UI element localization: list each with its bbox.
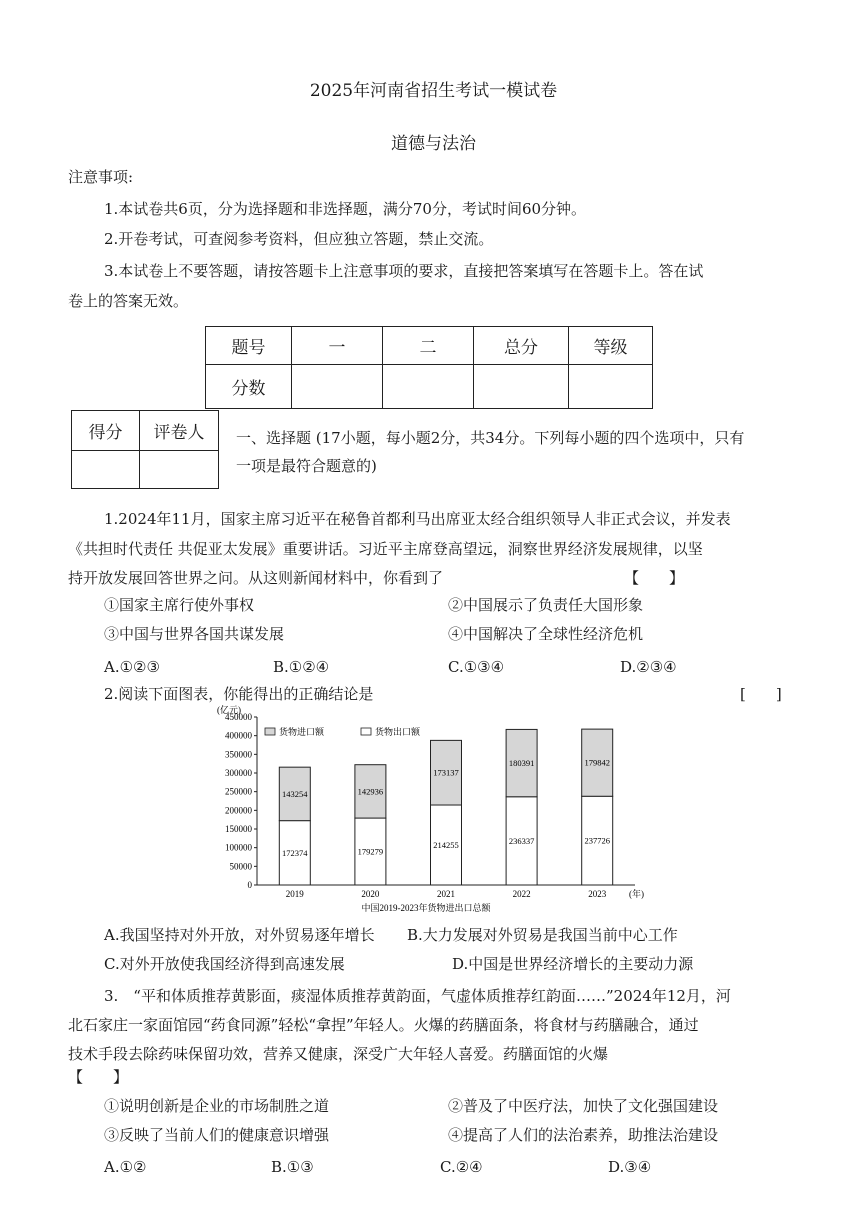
- score-table-header: 一: [292, 327, 383, 365]
- bar-label-export-2019: 172374: [282, 847, 308, 858]
- y-tick-label: 450000: [225, 712, 252, 722]
- q3-choice: C.②④: [440, 1158, 483, 1176]
- q3-choice: D.③④: [608, 1158, 652, 1176]
- legend-label-export: 货物出口额: [375, 727, 421, 737]
- bar-label-import-2023: 179842: [584, 757, 610, 768]
- q1-stem: 《共担时代责任 共促亚太发展》重要讲话。习近平主席登高望远，洞察世界经济发展规律，以坚: [68, 540, 703, 558]
- x-axis-label: (年): [629, 889, 644, 899]
- y-tick-label: 100000: [225, 842, 252, 853]
- section-heading-cont: 一项是最符合题意的): [236, 457, 377, 475]
- bar-label-import-2021: 173137: [433, 767, 459, 778]
- q1-option: ④中国解决了全球性经济危机: [448, 625, 644, 643]
- q3-option: ③反映了当前人们的健康意识增强: [104, 1126, 330, 1144]
- q2-option: C.对外开放使我国经济得到高速发展: [104, 955, 345, 973]
- y-axis-label: (亿元): [217, 705, 241, 715]
- x-tick-label: 2023: [588, 889, 607, 899]
- q3-option: ①说明创新是企业的市场制胜之道: [104, 1097, 330, 1115]
- legend-swatch-export: [361, 728, 371, 735]
- subject-title: 道德与法治: [391, 134, 476, 154]
- q2-option: A.我国坚持对外开放，对外贸易逐年增长: [104, 926, 375, 944]
- grader-score-label: 得分: [72, 411, 140, 451]
- q3-stem: 北石家庄一家面馆园“药食同源”轻松“拿捏”年轻人。火爆的药膳面条，将食材与药膳融合，通过: [68, 1016, 699, 1034]
- bar-label-import-2019: 143254: [282, 788, 308, 799]
- q2-answer-bracket: [ ]: [740, 685, 782, 703]
- q3-stem: 技术手段去除药味保留功效，营养又健康，深受广大年轻人喜爱。药膳面馆的火爆: [68, 1045, 609, 1063]
- score-cell: [474, 365, 569, 409]
- notice-heading: 注意事项:: [68, 168, 134, 186]
- bar-label-export-2022: 236337: [508, 835, 535, 846]
- q1-option: ①国家主席行使外事权: [104, 596, 255, 614]
- q3-option: ④提高了人们的法治素养，助推法治建设: [448, 1126, 719, 1144]
- score-cell: [569, 365, 653, 409]
- q1-choice: C.①③④: [448, 658, 505, 676]
- q3-option: ②普及了中医疗法，加快了文化强国建设: [448, 1097, 719, 1115]
- notice-item: 2.开卷考试，可查阅参考资料，但应独立答题，禁止交流。: [104, 230, 494, 248]
- y-tick-label: 400000: [225, 730, 252, 741]
- bar-label-import-2020: 142936: [357, 786, 384, 797]
- q1-stem: 1.2024年11月，国家主席习近平在秘鲁首都利马出席亚太经合组织领导人非正式会议，并发表: [104, 510, 731, 528]
- score-table-header: 题号: [206, 327, 292, 365]
- bar-label-export-2023: 237726: [584, 835, 610, 846]
- q1-choice: B.①②④: [273, 658, 330, 676]
- notice-item: 1.本试卷共6页，分为选择题和非选择题，满分70分，考试时间60分钟。: [104, 200, 587, 218]
- legend-swatch-import: [265, 728, 275, 735]
- x-tick-label: 2020: [361, 889, 380, 899]
- trade-chart: [215, 703, 655, 918]
- q1-option: ②中国展示了负责任大国形象: [448, 596, 644, 614]
- y-tick-label: 200000: [225, 805, 252, 816]
- q3-choice: B.①③: [271, 1158, 314, 1176]
- notice-item: 3.本试卷上不要答题，请按答题卡上注意事项的要求，直接把答案填写在答题卡上。答在试: [104, 262, 704, 280]
- q1-choice: D.②③④: [620, 658, 677, 676]
- y-tick-label: 300000: [225, 768, 252, 778]
- x-tick-label: 2019: [285, 889, 304, 899]
- q2-stem: 2.阅读下面图表，你能得出的正确结论是: [104, 685, 374, 703]
- q1-stem: 持开放发展回答世界之问。从这则新闻材料中，你看到了: [68, 569, 444, 587]
- y-tick-label: 0: [247, 880, 252, 890]
- score-cell: [292, 365, 383, 409]
- x-tick-label: 2022: [512, 889, 531, 899]
- score-table: [205, 326, 653, 409]
- score-table-header: 二: [383, 327, 474, 365]
- score-table-header: 等级: [569, 327, 653, 365]
- y-tick-label: 350000: [225, 749, 252, 760]
- legend-label-import: 货物进口额: [279, 727, 325, 737]
- chart-caption: 中国2019-2023年货物进出口总额: [361, 903, 491, 913]
- q1-choice: A.①②③: [104, 658, 160, 676]
- q2-option: D.中国是世界经济增长的主要动力源: [452, 955, 694, 973]
- notice-item: 卷上的答案无效。: [68, 292, 189, 310]
- bar-label-export-2021: 214255: [433, 840, 459, 851]
- y-tick-label: 250000: [225, 786, 252, 797]
- exam-title: 2025年河南省招生考试一模试卷: [309, 81, 558, 101]
- grader-name-cell: [140, 451, 219, 489]
- bar-label-import-2022: 180391: [508, 758, 535, 769]
- q1-option: ③中国与世界各国共谋发展: [104, 625, 285, 643]
- q2-option: B.大力发展对外贸易是我国当前中心工作: [407, 926, 678, 944]
- score-table-header: 总分: [474, 327, 569, 365]
- score-row-label: 分数: [206, 365, 292, 409]
- q1-answer-bracket: 【 】: [624, 569, 685, 587]
- x-tick-label: 2021: [437, 889, 455, 899]
- grader-table: [71, 410, 219, 489]
- bar-label-export-2020: 179279: [357, 846, 384, 857]
- section-heading: 一、选择题 (17小题，每小题2分，共34分。下列每小题的四个选项中，只有: [236, 429, 745, 447]
- q3-stem: 3. “平和体质推荐黄影面，痰湿体质推荐黄韵面，气虚体质推荐红韵面……”2024年12月，河: [104, 987, 731, 1005]
- y-tick-label: 50000: [229, 861, 252, 872]
- score-cell: [383, 365, 474, 409]
- q3-choice: A.①②: [104, 1158, 147, 1176]
- y-tick-label: 150000: [225, 824, 252, 834]
- q3-answer-bracket: 【 】: [68, 1068, 129, 1086]
- grader-score-cell: [72, 451, 140, 489]
- grader-name-label: 评卷人: [140, 411, 219, 451]
